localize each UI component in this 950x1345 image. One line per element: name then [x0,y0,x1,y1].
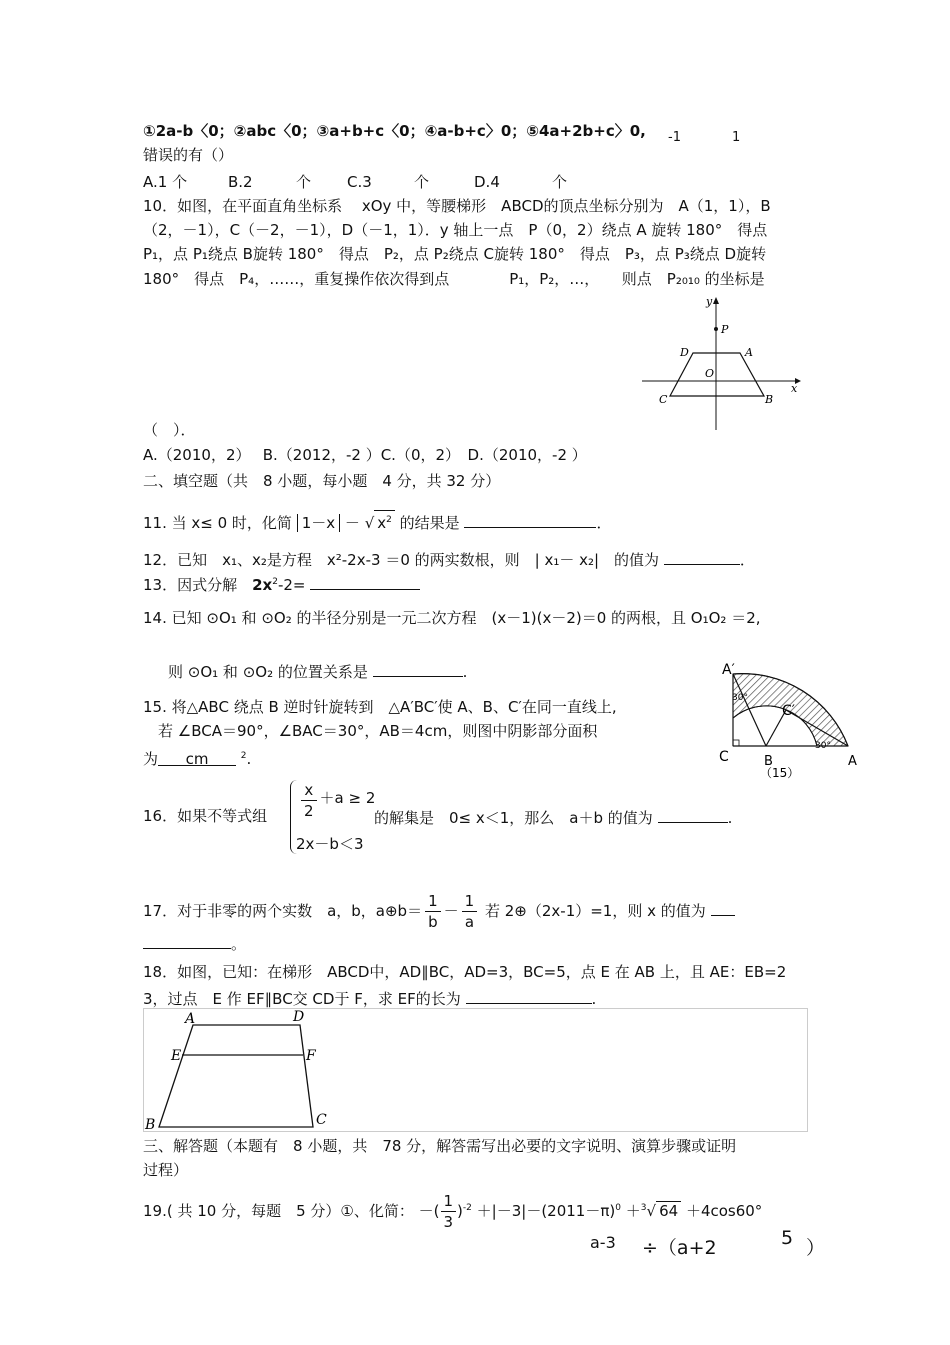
q15-sq: 2 [240,751,247,761]
q16-frac-den: 2 [304,802,314,820]
section2-title: 二、填空题（共 8 小题，每小题 4 分，共 32 分） [143,472,501,490]
q11-minus: － [344,514,360,532]
q19-expr-a: －( [418,1202,440,1220]
q13-answer-blank[interactable] [310,573,420,590]
q11-answer-blank[interactable] [464,511,596,528]
q10-line4: 180° 得点 P₄，……，重复操作依次得到点 P₁，P₂，…， 则点 P₂₀₁₀ 的坐标是 [143,270,765,288]
q17-d2: a [464,913,475,931]
q10-label-y: y [706,295,713,308]
q10-options: A.（2010，2） B.（2012，-2 ）C.（0，2） D.（2010，-2 ） [143,446,587,464]
q15-right-angle-c [733,740,739,746]
q16-answer-blank[interactable] [658,806,728,823]
q12-answer-blank[interactable] [664,548,740,565]
q17-answer-blank-b[interactable] [143,932,231,949]
q12 [143,548,755,570]
q9-option-d-unit: 个 [552,173,568,191]
q13-expr: 2x [252,576,273,594]
q12-text: 12．已知 x₁、x₂是方程 x²-2x-3 ＝0 的两实数根，则 | x₁－ x₂| 的值为 [143,551,660,569]
q15-line2: 若 ∠BCA＝90°，∠BAC＝30°，AB＝4cm，则图中阴影部分面积 [158,722,598,740]
q10-y-arrow [713,297,719,304]
q19-exp2: 0 [615,1203,621,1213]
q19-expr-e: ＋4cos60° [685,1202,763,1220]
q17-minus: － [443,902,459,920]
q18-label-d: D [293,1009,305,1025]
q15-label-c: C [719,749,729,765]
q14-line2-text: 则 ⊙O₁ 和 ⊙O₂ 的位置关系是 [168,663,368,681]
q10-paren: （ ）． [143,421,196,439]
q19 [143,1185,762,1235]
q11 [143,510,611,533]
q13-post: -2= [277,576,306,594]
q9-option-b-unit: 个 [296,173,312,191]
q9-axis-1: 1 [732,130,741,145]
q16-ineq1-rest: ＋a ≥ 2 [319,789,376,807]
q14-end: . [462,663,468,681]
q10-label-b: B [765,393,774,406]
q10-line2: （2，－1），C（－2，－1），D（－1，1）．y 轴上一点 P（0，2）绕点 A 旋转 180° 得点 [143,221,768,239]
q9-conditions: ①2a-b〈0；②abc〈0；③a+b+c〈0；④a-b+c〉0；⑤4a+2b+c〉0, [143,122,646,140]
q17-n1: 1 [425,891,441,912]
q18-line1: 18．如图，已知：在梯形 ABCD中，AD∥BC，AD=3，BC=5，点 E 在 AB 上，且 AE：EB=2 [143,963,787,981]
q19-bottom-a: a-3 [590,1233,616,1252]
q10-label-d: D [680,346,689,359]
q10-label-x: x [791,382,798,395]
q10-label-p: P [721,323,729,336]
q16-pre: 16．如果不等式组 [143,807,268,825]
q18-label-e: E [171,1048,182,1064]
q17 [143,885,735,937]
q10-label-c: C [659,393,668,406]
section3-line1: 三、解答题（本题有 8 小题，共 78 分，解答需写出必要的文字说明、演算步骤或证明 [143,1137,737,1155]
q19-root-sign: √ [646,1202,657,1220]
q14-answer-blank[interactable] [373,660,463,677]
q18-trapezoid [159,1025,313,1127]
q15-unit: cm [185,750,209,768]
q11-post: 的结果是 [399,514,460,532]
q16-ineq2: 2x－b＜3 [296,835,364,853]
q17-pre: 17．对于非零的两个实数 a，b，a⊕b＝ [143,902,423,920]
q19-bottom-c: 5 [781,1227,794,1249]
q11-end: ． [596,514,612,532]
q10-label-a: A [745,346,753,359]
q19-root: 64 [656,1201,681,1220]
q10-trapezoid [670,353,764,396]
q13-pre: 13．因式分解 [143,576,253,594]
q11-sqrt-sign: √ [364,514,375,532]
q10-point-p [714,327,718,331]
q19-pre: 19.( 共 10 分，每题 5 分）①、化简： [143,1202,414,1220]
q19-expr-d: ＋ [625,1202,641,1220]
q15-label-30-top: 30° [732,693,748,703]
q16-end: . [727,809,733,827]
q15-label-30: 30° [815,741,831,751]
q16-mid-text: 的解集是 0≤ x＜1，那么 a＋b 的值为 [374,809,653,827]
section3-line2: 过程） [143,1161,189,1179]
q11-exp: 2 [386,515,392,525]
q12-end: ． [739,551,755,569]
q19-exp1: -2 [462,1203,472,1213]
q15-line3 [143,746,251,769]
q9-option-c-unit: 个 [414,173,430,191]
q11-radicand [374,510,395,532]
q11-rad: x [377,514,387,532]
q16-ineq1 [298,778,375,821]
q18-figure [143,1008,808,1132]
q18-line2 [143,987,596,1009]
q19-expr-b: ) [457,1202,463,1220]
q15-line1: 15. 将△ABC 绕点 B 逆时针旋转到 △A′BC′使 A、B、C′在同一直线上, [143,698,617,716]
q19-expr-c: ＋|－3|－(2011－π) [476,1202,616,1220]
q14-line1: 14. 已知 ⊙O₁ 和 ⊙O₂ 的半径分别是一元二次方程 (x－1)(x－2)＝0 的两根，且 O₁O₂ ＝2, [143,609,761,627]
q15-figure [716,658,864,780]
q16-mid [374,806,732,828]
q11-abs: 1－x [297,514,340,532]
q15-label-a: A [848,754,857,769]
q19-frac-num: 1 [441,1191,457,1212]
q15-line3-pre: 为 [143,750,159,768]
q18-figure-frame [144,1009,808,1132]
q17-n2: 1 [462,891,478,912]
q9-axis-minus1: -1 [668,130,681,145]
q15-label-b: B [764,754,773,769]
q18-label-f: F [306,1048,316,1064]
q17-post: 若 2⊕（2x-1）=1，则 x 的值为 [484,902,706,920]
q19-frac-den: 3 [443,1213,454,1231]
q13 [143,572,420,595]
q17-d1: b [428,913,438,931]
q9-option-a: A.1 个 [143,173,188,191]
q10-line3: P₁，点 P₁绕点 B旋转 180° 得点 P₂，点 P₂绕点 C旋转 180° 得点 P₃，点 P₃绕点 D旋转 [143,245,767,263]
q14-line2 [168,660,467,682]
q19-root-index: 3 [640,1203,647,1213]
q17-answer-blank-a[interactable] [711,899,735,916]
q10-line1: 10．如图，在平面直角坐标系 xOy 中，等腰梯形 ABCD的顶点坐标分别为 A（1，1），B [143,197,771,215]
q9-option-d: D.4 [474,173,500,191]
q15-label-a-top: A′ [722,662,735,678]
q9-option-c: C.3 [347,173,372,191]
q11-pre: 11. 当 x≤ 0 时，化简 [143,514,292,532]
q17-line2 [143,932,246,954]
q15-caption: （15） [760,766,800,780]
q15-end: . [246,750,252,768]
q19-bottom-d: ） [806,1237,826,1259]
q18-label-b: B [145,1117,156,1132]
q17-end: 。 [231,935,247,953]
q18-end: . [591,990,597,1008]
q18-line2-text: 3，过点 E 作 EF∥BC交 CD于 F，求 EF的长为 [143,990,461,1008]
q15-answer-blank[interactable] [158,749,236,766]
q9-option-b: B.2 [228,173,253,191]
q13-exp: 2 [272,577,278,587]
q10-coordinate-figure [640,292,810,432]
q10-label-o: O [705,367,715,380]
q19-bottom-b: ÷（a+2 [642,1237,717,1259]
q15-label-c-prime: C′ [782,703,795,719]
q18-label-a: A [185,1011,196,1027]
q18-label-c: C [316,1112,327,1128]
q9-question: 错误的有（） [143,146,234,164]
q18-answer-blank[interactable] [466,987,592,1004]
q16-frac-num: x [301,780,317,801]
